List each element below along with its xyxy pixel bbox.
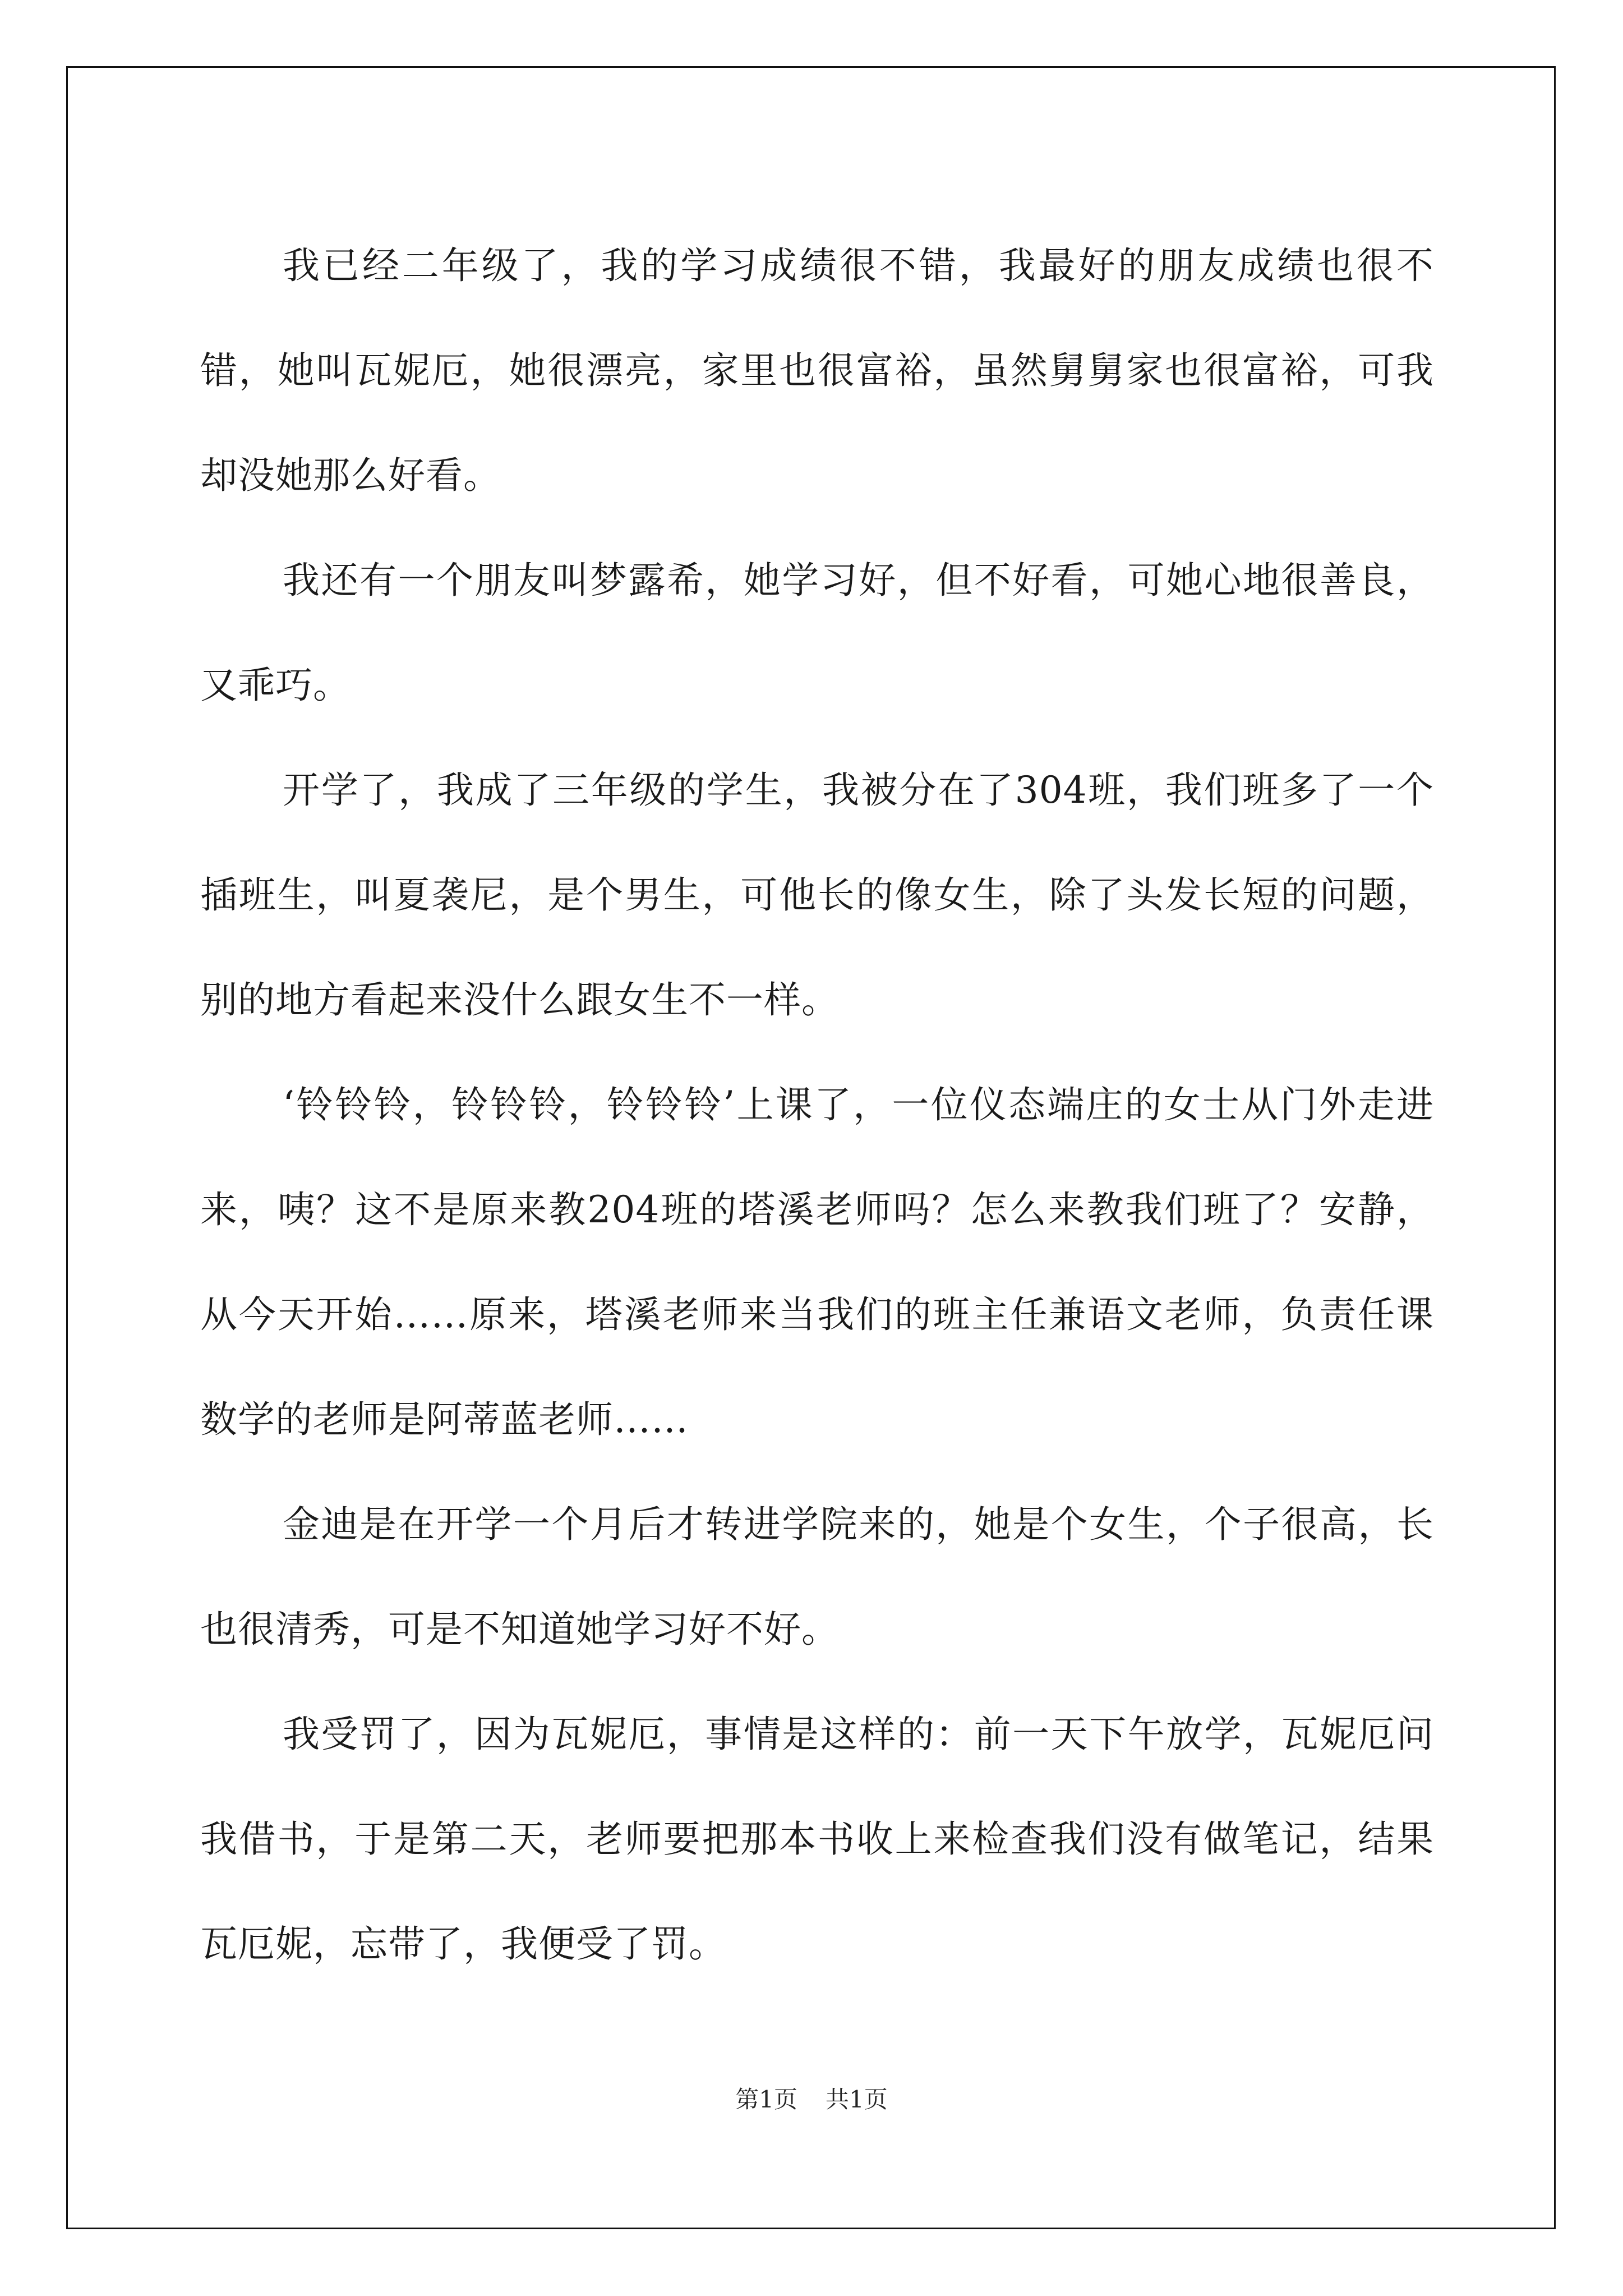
page-count: 共1页: [826, 2086, 888, 2113]
paragraph: 我已经二年级了，我的学习成绩很不错，我最好的朋友成绩也很不错，她叫瓦妮厄，她很漂亮，家里也很富裕，虽然舅舅家也很富裕，可我却没她那么好看。: [200, 244, 1434, 497]
paragraph: 我受罚了，因为瓦妮厄，事情是这样的：前一天下午放学，瓦妮厄问我借书，于是第二天，老师要把那本书收上来检查我们没有做笔记，结果瓦厄妮，忘带了，我便受了罚。: [200, 1713, 1434, 1966]
paragraph: 开学了，我成了三年级的学生，我被分在了304班，我们班多了一个插班生，叫夏袭尼，是个男生，可他长的像女生，除了头发长短的问题，别的地方看起来没什么跟女生不一样。: [200, 769, 1434, 1022]
page-footer: [0, 2081, 1623, 2115]
paragraph: ‘铃铃铃，铃铃铃，铃铃铃’上课了，一位仪态端庄的女士从门外走进来，咦？这不是原来教204班的塔溪老师吗？怎么来教我们班了？安静，从今天开始……原来，塔溪老师来当我们的班主任兼语文老师，负责任课数学的老师是阿蒂蓝老师……: [200, 1083, 1434, 1441]
paragraph: 金迪是在开学一个月后才转进学院来的，她是个女生，个子很高，长也很清秀，可是不知道她学习好不好。: [200, 1503, 1434, 1651]
document-body: [200, 213, 1434, 1996]
page-number: 第1页: [735, 2086, 797, 2113]
paragraph: 我还有一个朋友叫梦露希，她学习好，但不好看，可她心地很善良，又乖巧。: [200, 559, 1434, 707]
